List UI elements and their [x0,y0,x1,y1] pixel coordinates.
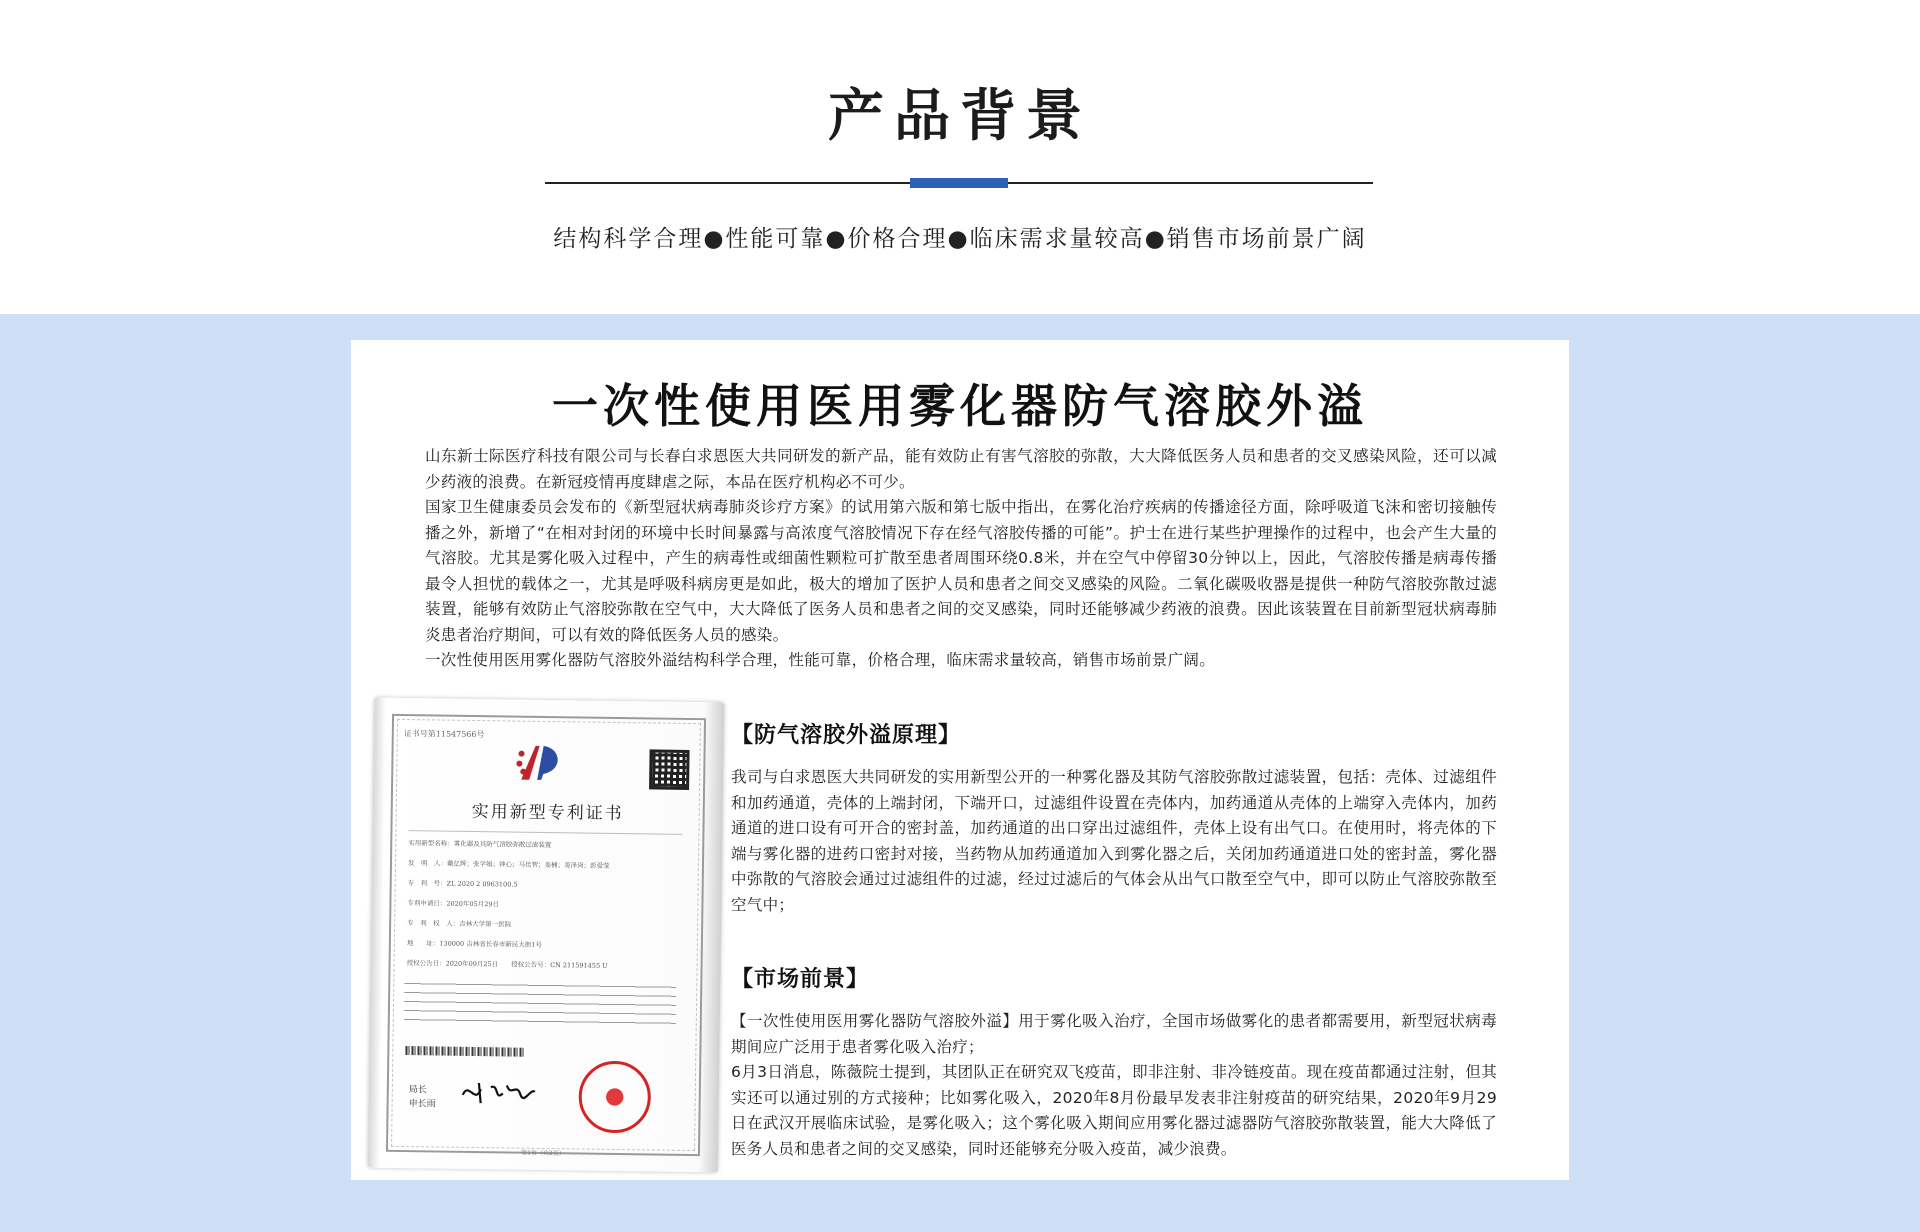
header-section [0,0,1920,314]
certificate-row: 专 利 权 人：吉林大学第一医院 [407,919,512,929]
principle-heading: 【防气溶胶外溢原理】 [731,723,962,748]
market-heading: 【市场前景】 [731,967,870,992]
product-card [351,340,1569,1180]
market-paragraph: 【一次性使用医用雾化器防气溶胶外溢】用于雾化吸入治疗，全国市场做雾化的患者都需要用，新型冠状病毒期间应广泛用于患者雾化吸入治疗； [731,1012,1497,1056]
qr-code-icon [649,749,690,790]
tagline: 结构科学合理●性能可靠●价格合理●临床需求量较高●销售市场前景广阔 [553,226,1367,252]
certificate-row: 地 址：130000 吉林省长春市新民大街1号 [406,939,542,949]
principle-text: 我司与白求恩医大共同研发的实用新型公开的一种雾化器及其防气溶胶弥散过滤装置，包括：壳体、过滤组件和加药通道，壳体的上端封闭，下端开口，过滤组件设置在壳体内，加药通道从壳体的上端穿入壳体内，加药通道的进口设有可开合的密封盖，加药通道的出口穿出过滤组件，壳体上设有出气口。在使用时，将壳体的下端与雾化器的进药口密封对接，当药物从加药通道加入到雾化器之后，关闭加药通道进口处的密封盖，雾化器中弥散的气溶胶会通过过滤组件的过滤，经过过滤后的气体会从出气口散至空气中，即可以防止气溶胶弥散至空气中； [731,768,1497,914]
intro-paragraph: 国家卫生健康委员会发布的《新型冠状病毒肺炎诊疗方案》的试用第六版和第七版中指出，在雾化治疗疾病的传播途径方面，除呼吸道飞沫和密切接触传播之外，新增了“在相对封闭的环境中长时间暴露与高浓度气溶胶情况下存在经气溶胶传播的可能”。护士在进行某些护理操作的过程中，也会产生大量的气溶胶。尤其是雾化吸入过程中，产生的病毒性或细菌性颗粒可扩散至患者周围环绕0.8米，并在空气中停留30分钟以上，因此，气溶胶传播是病毒传播最令人担忧的载体之一，尤其是呼吸科病房更是如此，极大的增加了医护人员和患者之间交叉感染的风险。二氧化碳吸收器是提供一种防气溶胶弥散过滤装置，能够有效防止气溶胶弥散在空气中，大大降低了医务人员和患者之间的交叉感染，同时还能够减少药液的浪费。因此该装置在目前新型冠状病毒肺炎患者治疗期间，可以有效的降低医务人员的感染。 [425,498,1497,644]
certificate-number: 证书号第11547566号 [403,728,485,740]
section-title: 产品背景 [828,84,1092,149]
patent-office-emblem-icon [513,740,564,787]
signature-title: 局长 [408,1085,427,1096]
certificate-row: 授权公告日：2020年09月25日 授权公告号：CN 211591455 U [406,959,608,970]
intro-text [425,444,1497,674]
market-paragraph: 6月3日消息，陈薇院士提到，其团队正在研究双飞疫苗，即非注射、非冷链疫苗。现在疫苗都通过注射，但其实还可以通过别的方式接种；比如雾化吸入，2020年8月份最早发表非注射疫苗的研究结果，2020年9月29日在武汉开展临床试验，是雾化吸入；这个雾化吸入期间应用雾化器过滤器防气溶胶弥散装置，能大大降低了医务人员和患者之间的交叉感染，同时还能够充分吸入疫苗，减少浪费。 [731,1063,1497,1158]
certificate-body-text [404,978,677,1030]
signature-name: 申长雨 [408,1099,436,1110]
certificate-row: 发 明 人：戴亿辉；张学娟；钟心；马佳智；姜楠；姜泽岗；彭爱莹 [407,859,610,870]
patent-certificate-image [368,698,725,1173]
product-title: 一次性使用医用雾化器防气溶胶外溢 [552,379,1368,433]
certificate-row: 专 利 号：ZL 2020 2 0963100.5 [407,879,518,889]
barcode-icon [405,1046,525,1057]
certificate-row: 实用新型名称：雾化器及其防气溶胶弥散过滤装置 [408,839,552,850]
intro-paragraph: 一次性使用医用雾化器防气溶胶外溢结构科学合理，性能可靠，价格合理，临床需求量较高，销售市场前景广阔。 [425,651,1216,669]
certificate-title: 实用新型专利证书 [471,801,624,825]
intro-paragraph: 山东新士际医疗科技有限公司与长春白求恩医大共同研发的新产品，能有效防止有害气溶胶的弥散，大大降低医务人员和患者的交叉感染风险，还可以减少药液的浪费。在新冠疫情再度肆虐之际，本品在医疗机构必不可少。 [425,447,1497,491]
handwritten-signature [459,1077,539,1108]
certificate-row: 专利申请日：2020年05月29日 [407,899,500,909]
principle-section [731,718,1497,918]
certificate-page-footer: 第1页（共2页） [521,1149,565,1158]
market-section [731,962,1497,1162]
title-divider-accent [910,178,1008,188]
